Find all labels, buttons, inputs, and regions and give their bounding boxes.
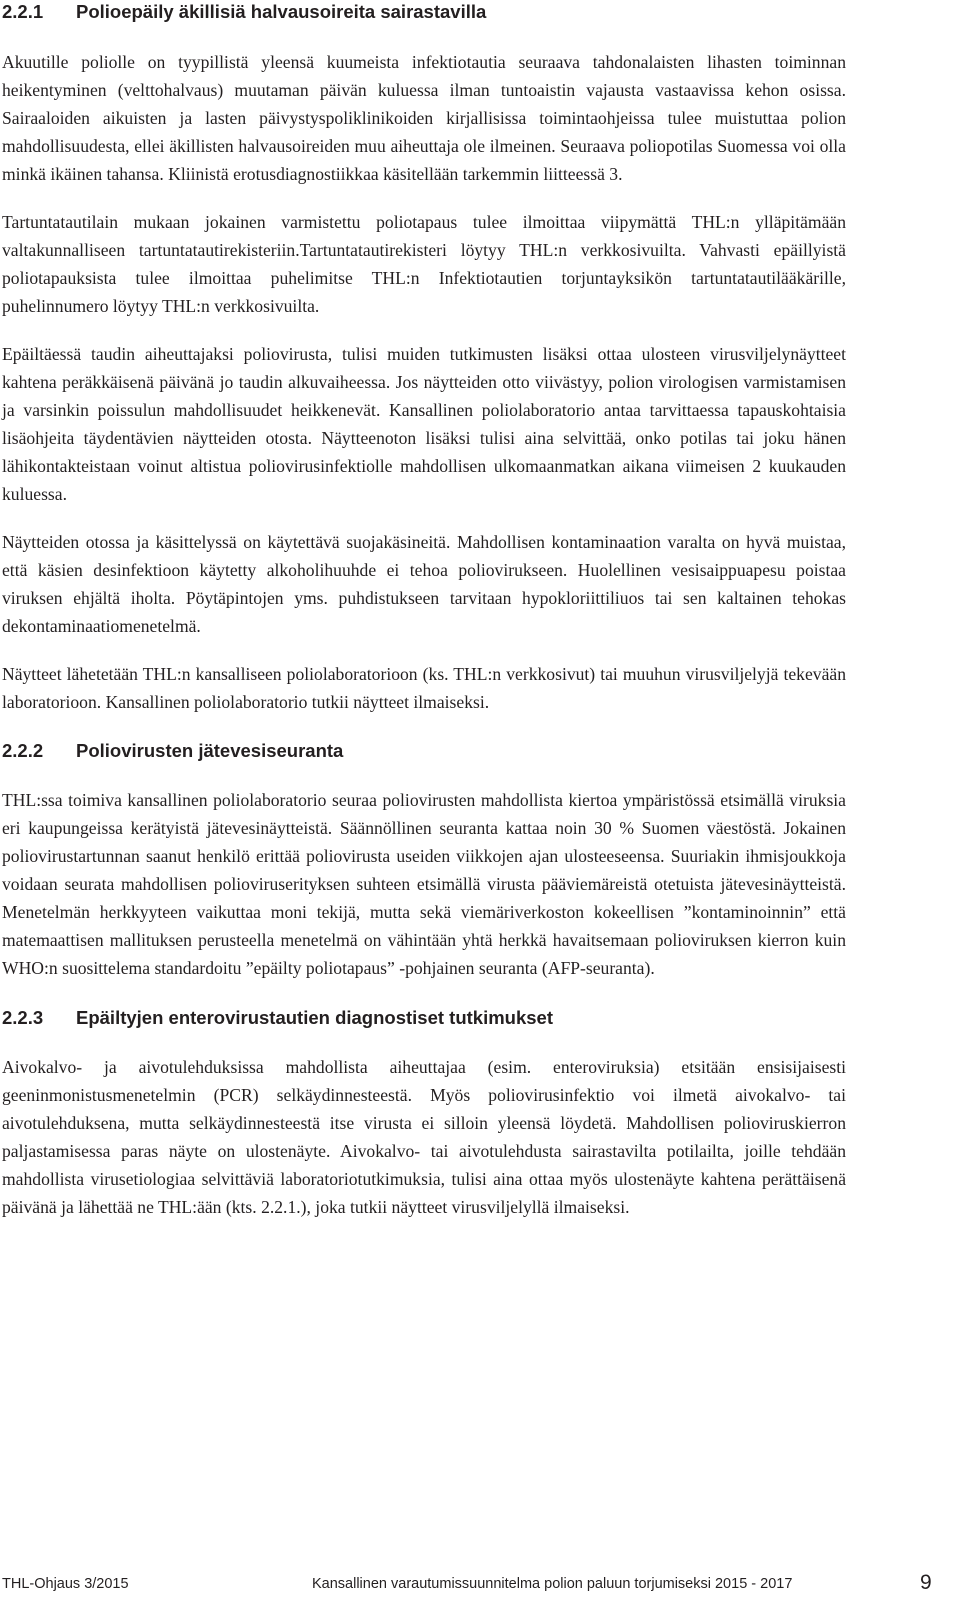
paragraph: Akuutille poliolle on tyypillistä yleensä kuumeista infektiotautia seuraava tahdonalaisten lihasten toiminnan heikentyminen (velttohalvaus) muutaman päivän kuluessa ilman tuntoaistin vajausta vastaavissa kehon osissa. Sairaaloiden aikuisten ja lasten päivystyspoliklinikoiden kirjallisissa toimintaohjeissa tulee muistuttaa polion mahdollisuudesta, ellei äkillisten halvausoireiden muu aiheuttaja ole ilmeinen. Seuraava poliopotilas Suomessa voi olla minkä ikäinen tahansa. Kliinistä erotusdiagnostiikkaa käsitellään tarkemmin liitteessä 3. xyxy=(2,52,846,184)
section-number: 2.2.1 xyxy=(2,1,44,22)
footer-document-title: Kansallinen varautumissuunnitelma polion paluun torjumiseksi 2015 - 2017 xyxy=(312,1576,793,1592)
page-number: 9 xyxy=(920,1571,932,1594)
section-title: Polioepäily äkillisiä halvausoireita sairastavilla xyxy=(76,1,487,22)
paragraph: Näytteet lähetetään THL:n kansalliseen poliolaboratorioon (ks. THL:n verkkosivut) tai muuhun virusviljelyjä tekevään laboratorioon. Kansallinen poliolaboratorio tutkii näytteet ilmaiseksi. xyxy=(2,664,846,712)
section-title: Poliovirusten jätevesiseuranta xyxy=(76,740,344,761)
section-number: 2.2.3 xyxy=(2,1007,44,1028)
paragraph: Epäiltäessä taudin aiheuttajaksi poliovirusta, tulisi muiden tutkimusten lisäksi ottaa ulosteen virusviljelynäytteet kahtena peräkkäisenä päivänä jo taudin alkuvaiheessa. Jos näytteiden otto viivästyy, polion virologisen varmistamisen ja varsinkin poissulun mahdollisuudet heikkenevät. Kansallinen poliolaboratorio antaa tarvittaessa tapauskohtaisia lisäohjeita täydentävien näytteiden otosta. Näytteenoton lisäksi tulisi aina selvittää, onko potilas tai joku hänen lähikontakteistaan voinut altistua poliovirusinfektiolle mahdollisen ulkomaanmatkan aikana viimeisen 2 kuukauden kuluessa. xyxy=(2,344,846,504)
section-heading xyxy=(2,740,846,762)
section-heading xyxy=(2,1007,846,1029)
section-heading xyxy=(2,0,846,23)
paragraph: THL:ssa toimiva kansallinen poliolaboratorio seuraa poliovirusten mahdollista kiertoa ympäristössä etsimällä viruksia eri kaupungeissa kerätyistä jätevesinäytteistä. Säännöllinen seuranta kattaa noin 30 % Suomen väestöstä. Jokainen poliovirustartunnan saanut henkilö erittää poliovirusta useiden viikkojen ajan ulosteeseensa. Suuriakin ihmisjoukkoja voidaan seurata mahdollisen polioviruserityksen suhteen etsimällä virusta pääviemäreistä otetuista jätevesinäytteistä. Menetelmän herkkyyteen vaikuttaa moni tekijä, mutta sekä viemäriverkoston kokeellisen ”kontaminoinnin” että matemaattisen mallituksen perusteella menetelmä on vähintään yhtä herkkä havaitsemaan polioviruksen kierron kuin WHO:n suosittelema standardoitu ”epäilty poliotapaus” -pohjainen seuranta (AFP-seuranta). xyxy=(2,790,846,978)
footer-publication: THL-Ohjaus 3/2015 xyxy=(2,1576,129,1592)
section-title: Epäiltyjen enterovirustautien diagnostiset tutkimukset xyxy=(76,1007,553,1028)
paragraph: Tartuntatautilain mukaan jokainen varmistettu poliotapaus tulee ilmoittaa viipymättä THL:n ylläpitämään valtakunnalliseen tartuntatautirekisteriin.Tartuntatautirekisteri löytyy THL:n verkkosivuilta. Vahvasti epäillyistä poliotapauksista tulee ilmoittaa puhelimitse THL:n Infektiotautien torjuntayksikön tartuntatautilääkärille, puhelinnumero löytyy THL:n verkkosivuilta. xyxy=(2,212,846,316)
section-number: 2.2.2 xyxy=(2,740,44,761)
document-page xyxy=(2,0,846,1221)
paragraph: Aivokalvo- ja aivotulehduksissa mahdollista aiheuttajaa (esim. enteroviruksia) etsitään ensisijaisesti geeninmonistusmenetelmin (PCR) selkäydinnesteestä. Myös poliovirusinfektio voi ilmetä aivokalvo- tai aivotulehduksena, mutta selkäydinnesteestä itse virusta ei silloin yleensä löydetä. Mahdollisen polioviruskierron paljastamisessa paras näyte on ulostenäyte. Aivokalvo- tai aivotulehdusta sairastavilta potilailta, joille tehdään mahdollista virusetiologiaa selvittäviä laboratoriotutkimuksia, tulisi aina ottaa myös ulostenäyte kahtena perättäisenä päivänä ja lähettää ne THL:ään (kts. 2.2.1.), joka tutkii näytteet virusviljelyllä ilmaiseksi. xyxy=(2,1057,846,1217)
paragraph: Näytteiden otossa ja käsittelyssä on käytettävä suojakäsineitä. Mahdollisen kontaminaation varalta on hyvä muistaa, että käsien desinfektioon käytetty alkoholihuuhde ei tehoa poliovirukseen. Huolellinen vesisaippuapesu poistaa viruksen ehjältä iholta. Pöytäpintojen yms. puhdistukseen tarvitaan hypokloriittiliuos tai sen kaltainen tehokas dekontaminaatiomenetelmä. xyxy=(2,532,846,636)
